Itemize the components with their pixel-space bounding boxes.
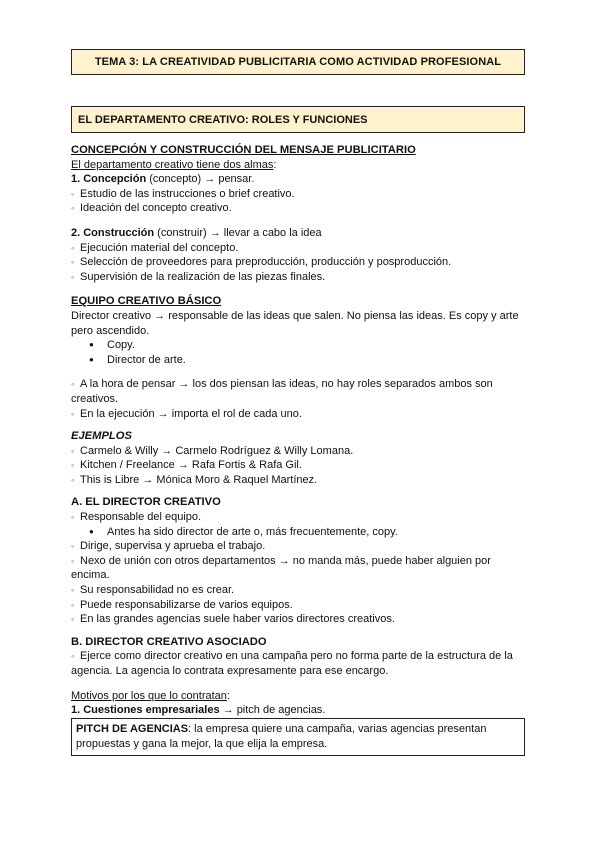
list-item: ◦ En la ejecución → importa el rol de cada uno. xyxy=(71,407,302,420)
list-item: ◦ Responsable del equipo. xyxy=(71,511,202,524)
heading-equipo: EQUIPO CREATIVO BÁSICO xyxy=(71,295,222,308)
list-item: ◦ Su responsabilidad no es crear. xyxy=(71,584,235,597)
list-item: ◦ Selección de proveedores para preproducción, producción y posproducción. xyxy=(71,256,452,269)
list-item: ◦ This is Libre → Mónica Moro & Raquel Martínez. xyxy=(71,473,318,486)
concepcion-line: 1. Concepción (concepto) → pensar. xyxy=(71,173,255,186)
list-item: ● Copy. xyxy=(71,338,527,353)
heading-ejemplos: EJEMPLOS xyxy=(71,430,132,443)
list-item: ◦ Nexo de unión con otros departamentos → no manda más, puede haber alguien por encima. xyxy=(71,554,491,582)
construccion-line: 2. Construcción (construir) → llevar a cabo la idea xyxy=(71,226,322,239)
list-item: ◦ Ejerce como director creativo en una campaña pero no forma parte de la estructura de la agencia. La agencia lo contrata expresamente para ese encargo. xyxy=(71,650,513,677)
pitch-box: PITCH DE AGENCIAS: la empresa quiere una campaña, varias agencias presentan propuestas y gana la mejor, la que elija la empresa. xyxy=(71,718,525,756)
section-title: EL DEPARTAMENTO CREATIVO: ROLES Y FUNCIONES xyxy=(71,106,525,133)
motivos-line: Motivos por los que lo contratan: xyxy=(71,689,230,702)
list-item: ◦ Ideación del concepto creativo. xyxy=(71,202,232,215)
list-item: ◦ En las grandes agencias suele haber varios directores creativos. xyxy=(71,613,395,626)
list-item: ◦ Dirige, supervisa y aprueba el trabajo. xyxy=(71,540,266,553)
list-item: ● Director de arte. xyxy=(71,353,527,368)
intro-line: El departamento creativo tiene dos almas: xyxy=(71,158,277,171)
heading-concepcion: CONCEPCIÓN Y CONSTRUCCIÓN DEL MENSAJE PUBLICITARIO xyxy=(71,144,416,156)
document-title: TEMA 3: LA CREATIVIDAD PUBLICITARIA COMO ACTIVIDAD PROFESIONAL xyxy=(71,49,525,75)
list-item: ◦ Carmelo & Willy → Carmelo Rodríguez & Willy Lomana. xyxy=(71,444,354,457)
list-item: ◦ A la hora de pensar → los dos piensan las ideas, no hay roles separados ambos son creativos. xyxy=(71,378,493,405)
list-item: ◦ Estudio de las instrucciones o brief creativo. xyxy=(71,187,295,200)
heading-director: A. EL DIRECTOR CREATIVO xyxy=(71,496,221,509)
equipo-text: Director creativo → responsable de las ideas que salen. No piensa las ideas. Es copy y arte pero ascendido. xyxy=(71,309,519,337)
list-item: ◦ Puede responsabilizarse de varios equipos. xyxy=(71,598,293,611)
list-item: ◦ Kitchen / Freelance → Rafa Fortis & Rafa Gil. xyxy=(71,459,302,472)
list-item: ● Antes ha sido director de arte o, más frecuentemente, copy. xyxy=(71,525,527,540)
cuestiones-line: 1. Cuestiones empresariales → pitch de agencias. xyxy=(71,704,326,717)
list-item: ◦ Supervisión de la realización de las piezas finales. xyxy=(71,270,326,283)
heading-asociado: B. DIRECTOR CREATIVO ASOCIADO xyxy=(71,635,267,648)
list-item: ◦ Ejecución material del concepto. xyxy=(71,241,239,254)
